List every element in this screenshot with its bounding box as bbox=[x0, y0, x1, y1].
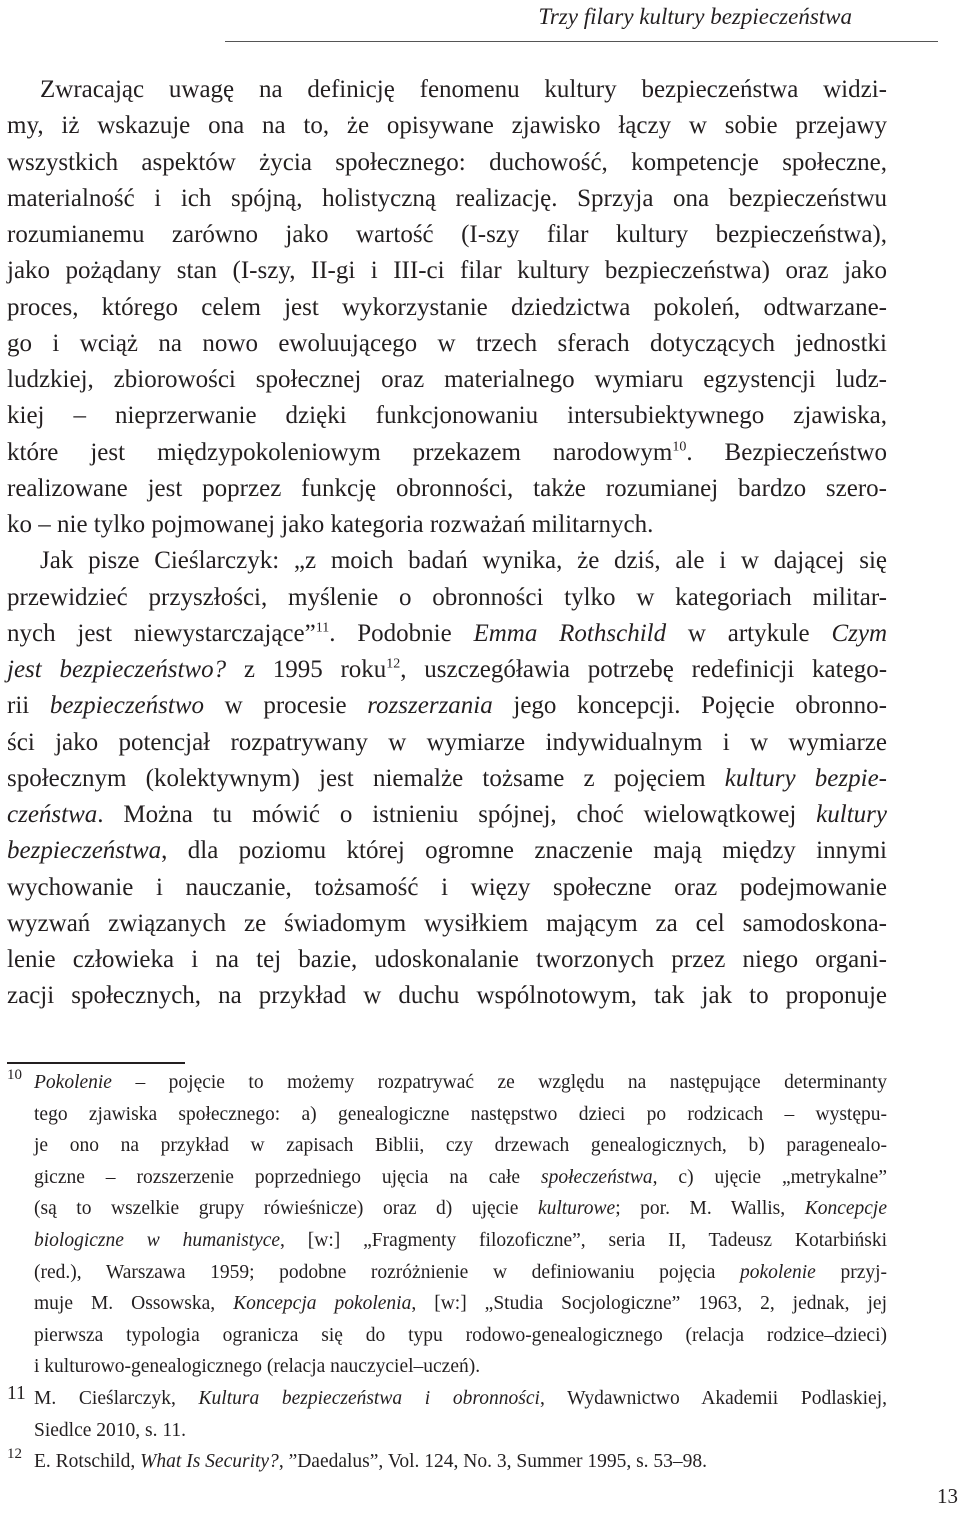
text-run: wychowanie i nauczanie, tożsamość i więzy społeczne oraz podejmowanie bbox=[7, 873, 887, 901]
text-run: które jest międzypokoleniowym przekazem narodowym bbox=[7, 438, 673, 466]
text-line bbox=[7, 688, 887, 724]
text-run: my, iż wskazuje ona na to, że opisywane zjawisko łączy w sobie przejawy bbox=[7, 112, 887, 140]
footnote-line bbox=[34, 1383, 887, 1415]
text-run: . Można tu mówić o istnieniu spójnej, choć wielowątkowej bbox=[97, 801, 817, 828]
text-run: muje M. Ossowska, bbox=[34, 1293, 234, 1315]
footnote-line bbox=[34, 1415, 887, 1447]
text-line bbox=[7, 906, 887, 942]
footnote-line bbox=[34, 1099, 887, 1131]
text-run: materialność i ich spójną, holistyczną realizację. Sprzyja ona bezpieczeństwu bbox=[7, 184, 887, 212]
italic-text: czeństwa bbox=[7, 801, 98, 828]
footnote-separator bbox=[7, 1062, 185, 1064]
text-run: go i wciąż na nowo ewoluującego w trzech sferach dotyczących jednostki bbox=[7, 329, 887, 357]
text-line bbox=[7, 362, 887, 398]
text-run: zacji społecznych, na przykład w duchu wspólnotowym, tak jak to proponuje bbox=[7, 982, 887, 1010]
italic-text: bezpieczeństwa bbox=[7, 837, 162, 865]
text-run: w procesie bbox=[204, 692, 368, 720]
text-line bbox=[7, 507, 887, 543]
italic-text: Czym bbox=[831, 619, 887, 647]
header-rule bbox=[225, 41, 938, 42]
text-run: lenie człowieka i na tej bazie, udoskonalanie tworzonych przez niego organi- bbox=[7, 946, 887, 973]
text-line bbox=[7, 652, 887, 688]
text-line bbox=[7, 616, 887, 652]
text-line bbox=[7, 543, 887, 579]
text-line bbox=[7, 942, 887, 978]
text-run: ludzkiej, zbiorowości społecznej oraz materialnego wymiaru egzystencji ludz- bbox=[7, 366, 887, 393]
text-run: pierwsza typologia ogranicza się do typu rodowo-genealogicznego (relacja rodzice–dzieci) bbox=[34, 1324, 887, 1346]
text-line bbox=[7, 435, 887, 471]
text-line bbox=[7, 217, 887, 253]
footnote-line bbox=[34, 1067, 887, 1099]
running-head-title: Trzy filary kultury bezpieczeństwa bbox=[538, 4, 852, 29]
footnote bbox=[7, 1383, 887, 1446]
footnote-number: 12 bbox=[7, 1446, 22, 1463]
text-run: , uszczegóławia potrzebę redefinicji katego- bbox=[400, 656, 888, 683]
text-line bbox=[7, 253, 887, 289]
text-run: przyj- bbox=[815, 1261, 888, 1283]
text-run: Jak pisze Cieślarczyk: „z moich badań wynika, że dziś, ale i w dającej się bbox=[40, 547, 887, 575]
italic-text: Koncepcje bbox=[804, 1198, 887, 1220]
footnote-line bbox=[34, 1320, 887, 1352]
italic-text: rozszerzania bbox=[367, 692, 493, 720]
text-run: rozumianemu zarówno jako wartość (I-szy filar kultury bezpieczeństwa), bbox=[7, 221, 887, 248]
body-text bbox=[7, 72, 887, 1015]
text-run: wszystkich aspektów życia społecznego: duchowość, kompetencje społeczne, bbox=[7, 148, 887, 176]
text-line bbox=[7, 833, 887, 869]
text-run: . Bezpieczeństwo bbox=[686, 438, 887, 466]
text-run: ; por. M. Wallis, bbox=[615, 1198, 805, 1220]
text-run: ści jako potencjał rozpatrywany w wymiarze indywidualnym i w wymiarze bbox=[7, 728, 887, 756]
text-line bbox=[7, 145, 887, 181]
italic-text: kulturowe bbox=[537, 1198, 616, 1220]
footnote bbox=[7, 1067, 887, 1383]
footnote-line bbox=[34, 1225, 887, 1257]
text-line bbox=[7, 725, 887, 761]
text-line bbox=[7, 471, 887, 507]
text-run: , ”Daedalus”, Vol. 124, No. 3, Summer 1995, s. 53–98. bbox=[278, 1451, 708, 1473]
footnote-ref: 12 bbox=[386, 656, 401, 672]
footnote-line bbox=[34, 1446, 887, 1478]
text-run: , [w:] „Studia Socjologiczne” 1963, 2, jednak, jej bbox=[411, 1293, 887, 1315]
text-run: tego zjawiska społecznego: a) genealogiczne następstwo dzieci po rodzicach – występu- bbox=[34, 1103, 887, 1125]
text-run: – pojęcie to możemy rozpatrywać ze względu na następujące determinanty bbox=[111, 1072, 887, 1093]
text-run: w artykule bbox=[666, 619, 832, 647]
text-line bbox=[7, 870, 887, 906]
text-run: i kulturowo-genealogicznego (relacja nauczyciel–uczeń). bbox=[34, 1356, 481, 1378]
italic-text: What Is Security? bbox=[140, 1451, 279, 1473]
text-run: Siedlce 2010, s. 11. bbox=[34, 1419, 187, 1441]
italic-text: społeczeństwa bbox=[541, 1166, 653, 1188]
italic-text: Emma Rothschild bbox=[473, 619, 667, 647]
footnote-line bbox=[34, 1288, 887, 1320]
text-line bbox=[7, 108, 887, 144]
footnote-line bbox=[34, 1162, 887, 1194]
footnote-line bbox=[34, 1193, 887, 1225]
text-run: . Podobnie bbox=[329, 619, 474, 647]
text-line bbox=[7, 72, 887, 108]
footnote bbox=[7, 1446, 887, 1478]
text-run: jego koncepcji. Pojęcie obronno- bbox=[492, 692, 887, 720]
footnote-line bbox=[34, 1351, 887, 1383]
footnote-number: 11 bbox=[7, 1382, 26, 1404]
footnote-line bbox=[34, 1130, 887, 1162]
text-run: je ono na przykład w zapisach Biblii, czy drzewach genealogicznych, b) paragenealo- bbox=[34, 1135, 887, 1157]
text-line bbox=[7, 326, 887, 362]
text-run: wyzwań związanych ze świadomym wysiłkiem mającym za cel samodoskona- bbox=[7, 909, 887, 937]
text-run: jako pożądany stan (I-szy, II-gi i III-ci filar kultury bezpieczeństwa) oraz jako bbox=[7, 257, 887, 285]
text-run: (są to wszelkie grupy rówieśnicze) oraz d) ujęcie bbox=[34, 1198, 538, 1220]
text-run: realizowane jest poprzez funkcję obronności, także rozumianej bardzo szero- bbox=[7, 474, 887, 502]
footnotes bbox=[7, 1067, 887, 1478]
italic-text: Pokolenie bbox=[34, 1072, 112, 1093]
footnote-ref: 11 bbox=[315, 620, 330, 636]
text-run: , Wydawnictwo Akademii Podlaskiej, bbox=[539, 1387, 888, 1409]
text-run: E. Rotschild, bbox=[34, 1451, 141, 1473]
italic-text: biologiczne w humanistyce bbox=[34, 1229, 281, 1251]
text-run: , c) ujęcie „metrykalne” bbox=[652, 1166, 887, 1188]
italic-text: kultury bbox=[816, 801, 887, 828]
text-line bbox=[7, 398, 887, 434]
text-run: M. Cieślarczyk, bbox=[34, 1387, 199, 1409]
page-number: 13 bbox=[937, 1484, 958, 1508]
text-run: społecznym (kolektywnym) jest niemalże tożsame z pojęciem bbox=[7, 764, 725, 792]
text-line bbox=[7, 797, 887, 833]
text-run: przewidzieć przyszłości, myślenie o obronności tylko w kategoriach militar- bbox=[7, 583, 887, 611]
italic-text: kultury bezpie- bbox=[724, 764, 887, 792]
italic-text: Kultura bezpieczeństwa i obronności bbox=[198, 1387, 540, 1409]
text-run: giczne – rozszerzenie poprzedniego ujęcia na całe bbox=[34, 1166, 542, 1188]
italic-text: jest bezpieczeństwo? bbox=[7, 656, 227, 683]
text-run: , [w:] „Fragmenty filozoficzne”, seria II, Tadeusz Kotarbiński bbox=[280, 1229, 887, 1251]
text-run: z 1995 roku bbox=[226, 656, 387, 683]
footnote-line bbox=[34, 1257, 887, 1289]
running-head bbox=[0, 0, 960, 44]
italic-text: pokolenie bbox=[740, 1261, 816, 1283]
text-run: rii bbox=[7, 692, 50, 720]
text-run: , dla poziomu której ogromne znaczenie mają między innymi bbox=[161, 837, 887, 865]
text-run: (red.), Warszawa 1959; podobne rozróżnienie w definiowaniu pojęcia bbox=[34, 1261, 741, 1283]
text-line bbox=[7, 290, 887, 326]
text-line bbox=[7, 181, 887, 217]
text-run: Zwracając uwagę na definicję fenomenu kultury bezpieczeństwa widzi- bbox=[40, 76, 887, 103]
footnote-number: 10 bbox=[7, 1067, 22, 1083]
text-line bbox=[7, 580, 887, 616]
text-run: nych jest niewystarczające” bbox=[7, 619, 316, 647]
italic-text: bezpieczeństwo bbox=[49, 692, 204, 720]
italic-text: Koncepcja pokolenia bbox=[233, 1293, 412, 1315]
footnote-ref: 10 bbox=[672, 439, 687, 455]
text-run: kiej – nieprzerwanie dzięki funkcjonowaniu intersubiektywnego zjawiska, bbox=[7, 402, 887, 430]
text-line bbox=[7, 978, 887, 1014]
text-run: proces, którego celem jest wykorzystanie dziedzictwa pokoleń, odtwarzane- bbox=[7, 293, 887, 321]
text-line bbox=[7, 761, 887, 797]
text-run: ko – nie tylko pojmowanej jako kategoria rozważań militarnych. bbox=[7, 511, 654, 538]
